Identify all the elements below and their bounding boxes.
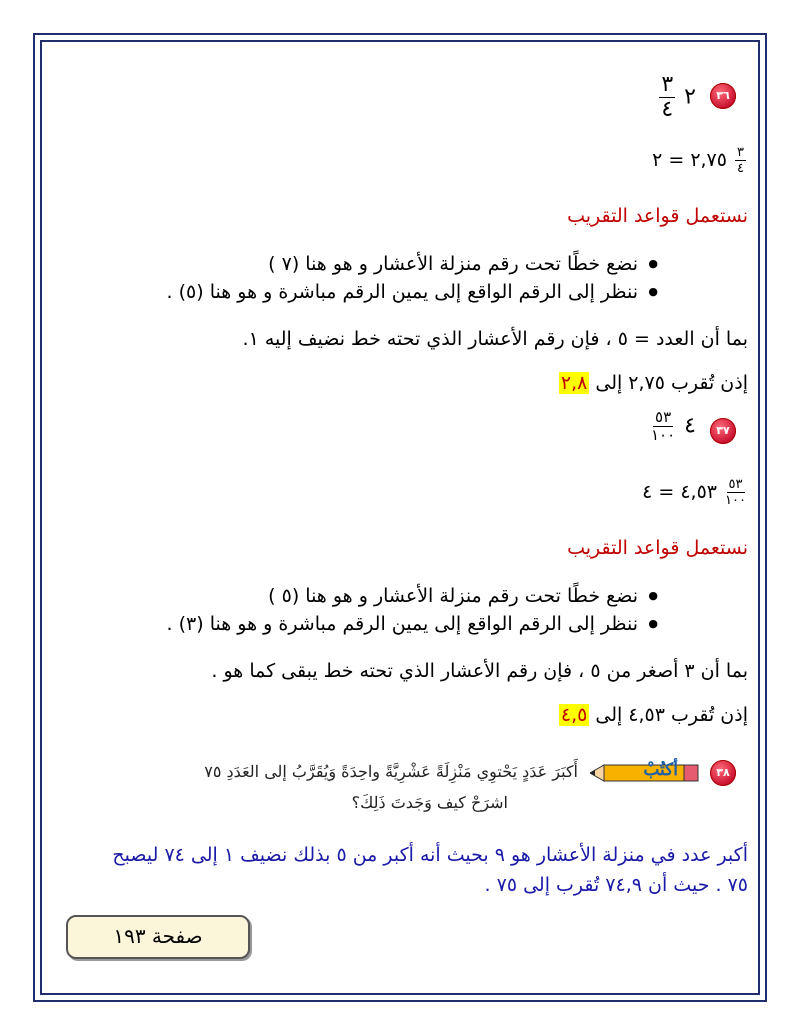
- problem-38-answer-line-1: أكبر عدد في منزلة الأعشار هو ٩ بحيث أنه أكبر من ٥ بذلك نضيف ١ إلى ٧٤ ليصبح: [112, 844, 748, 866]
- problem-36-explanation: بما أن العدد = ٥ ، فإن رقم الأعشار الذي تحته خط نضيف إليه ١.: [242, 328, 748, 350]
- problem-36-rule-list: [118, 250, 668, 306]
- problem-37-mixed-number: ٤ $\frac{٥٣}{١٠٠}$: [651, 408, 696, 444]
- page-number-label: صفحة ١٩٣: [113, 924, 203, 948]
- problem-36-rules-heading: نستعمل قواعد التقريب: [567, 205, 748, 227]
- problem-36-mixed-number: ٢ $\frac{٣}{٤}$: [661, 72, 696, 122]
- problem-38-answer-line-2: ٧٥ . حيث أن ٧٤,٩ تُقرب إلى ٧٥ .: [484, 874, 748, 896]
- problem-38-question-line-2: اشرَحْ كيف وَجَدتَ ذَلِكَ؟: [351, 793, 508, 812]
- problem-37-explanation: بما أن ٣ أصغر من ٥ ، فإن رقم الأعشار الذي تحته خط يبقى كما هو .: [211, 660, 748, 682]
- problem-37-rule-list: [118, 582, 668, 638]
- worksheet-page: [52, 60, 748, 980]
- problem-36-rule-1: ● نضع خطًا تحت رقم منزلة الأعشار و هو هنا (٧ ): [118, 250, 638, 278]
- problem-36-equation: ٢,٧٥ = ٢ $\frac{٣}{٤}$: [652, 145, 744, 176]
- problem-37-badge: ٣٧: [710, 418, 736, 444]
- problem-37-rules-heading: نستعمل قواعد التقريب: [567, 537, 748, 559]
- pencil-icon: [590, 762, 700, 784]
- problem-37-rule-2: ● ننظر إلى الرقم الواقع إلى يمين الرقم مباشرة و هو هنا (٣) .: [118, 610, 638, 638]
- problem-37-conclusion: إذن تُقرب ٤,٥٣ إلى ٤,٥: [560, 704, 748, 726]
- page-number-box: [66, 915, 250, 959]
- problem-36-answer: ٢,٨: [560, 372, 588, 394]
- pencil-label: أكتُبْ: [643, 760, 678, 780]
- problem-37-rule-1: ● نضع خطًا تحت رقم منزلة الأعشار و هو هنا (٥ ): [118, 582, 638, 610]
- problem-38-question-line-1: أَكبَرَ عَدَدٍ يَحْتوِي مَنْزِلَةً عَشْرِيَّةً واحِدَةً وَيُقَرَّبُ إلى العَدَدِ ٧٥: [204, 762, 578, 781]
- problem-36-conclusion: إذن تُقرب ٢,٧٥ إلى ٢,٨: [560, 372, 748, 394]
- problem-36-rule-2: ● ننظر إلى الرقم الواقع إلى يمين الرقم مباشرة و هو هنا (٥) .: [118, 278, 638, 306]
- problem-38-badge: ٣٨: [710, 760, 736, 786]
- problem-37-equation: ٤,٥٣ = ٤ $\frac{٥٣}{١٠٠}$: [642, 477, 746, 508]
- problem-37-answer: ٤,٥: [560, 704, 588, 726]
- problem-36-badge: ٣٦: [710, 83, 736, 109]
